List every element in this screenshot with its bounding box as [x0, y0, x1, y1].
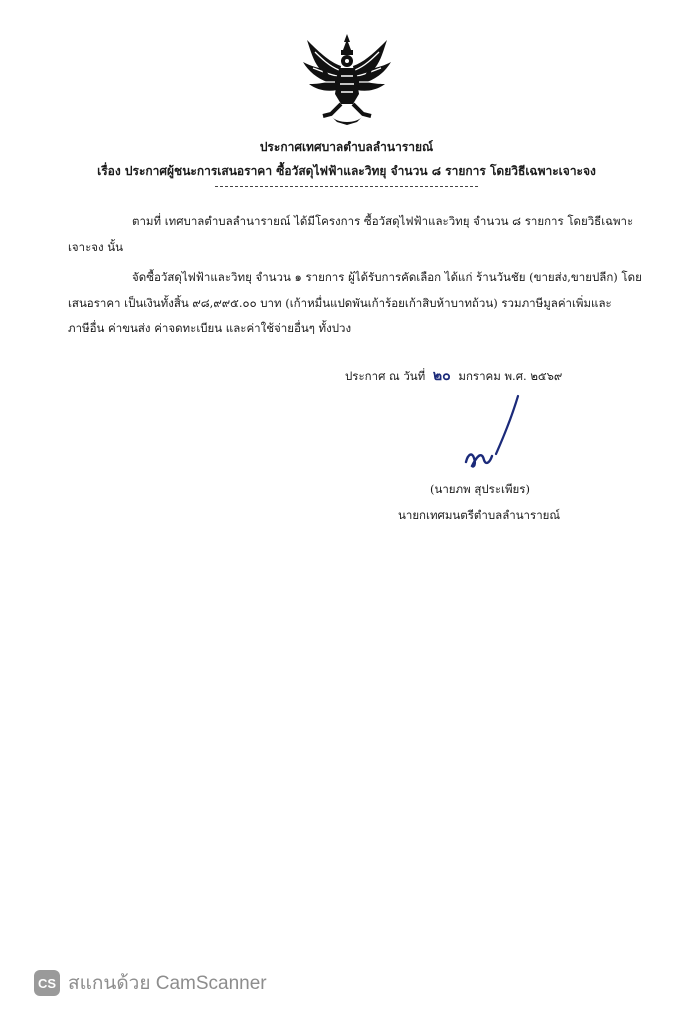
- camscanner-watermark: [34, 970, 267, 996]
- signer-title: นายกเทศมนตรีตำบลลำนารายณ์: [398, 508, 561, 522]
- camscanner-logo-icon: CS: [34, 970, 60, 996]
- signer-name: (นายภพ สุประเพียร): [430, 482, 530, 496]
- announcement-subject: เรื่อง ประกาศผู้ชนะการเสนอราคา ซื้อวัสดุไฟฟ้าและวิทยุ จำนวน ๘ รายการ โดยวิธีเฉพาะเจาะจง: [97, 164, 596, 178]
- garuda-emblem-icon: [301, 32, 393, 126]
- date-month-year: มกราคม พ.ศ. ๒๕๖๙: [458, 369, 563, 383]
- announcement-date: [345, 365, 562, 387]
- paragraph-1-line-2: เจาะจง นั้น: [68, 240, 124, 254]
- dashed-separator: [215, 186, 478, 187]
- paragraph-2-line-3: ภาษีอื่น ค่าขนส่ง ค่าจดทะเบียน และค่าใช้จ่ายอื่นๆ ทั้งปวง: [68, 321, 352, 335]
- announcement-title: ประกาศเทศบาลตำบลลำนารายณ์: [259, 140, 434, 154]
- handwritten-signature: [452, 392, 532, 472]
- date-day: ๒๐: [432, 368, 451, 384]
- camscanner-text: สแกนด้วย CamScanner: [68, 973, 267, 994]
- paragraph-2-line-2: เสนอราคา เป็นเงินทั้งสิ้น ๙๘,๙๙๕.๐๐ บาท (เก้าหมื่นแปดพันเก้าร้อยเก้าสิบห้าบาทถ้วน) รวมภาษีมูลค่าเพิ่มและ: [68, 296, 612, 310]
- date-prefix: ประกาศ ณ วันที่: [345, 369, 426, 383]
- paragraph-2-line-1: จัดซื้อวัสดุไฟฟ้าและวิทยุ จำนวน ๑ รายการ ผู้ได้รับการคัดเลือก ได้แก่ ร้านวันชัย (ขายส่ง,ขายปลีก) โดย: [132, 270, 642, 284]
- paragraph-1-line-1: ตามที่ เทศบาลตำบลลำนารายณ์ ได้มีโครงการ ซื้อวัสดุไฟฟ้าและวิทยุ จำนวน ๘ รายการ โดยวิธีเฉพาะ: [132, 214, 634, 228]
